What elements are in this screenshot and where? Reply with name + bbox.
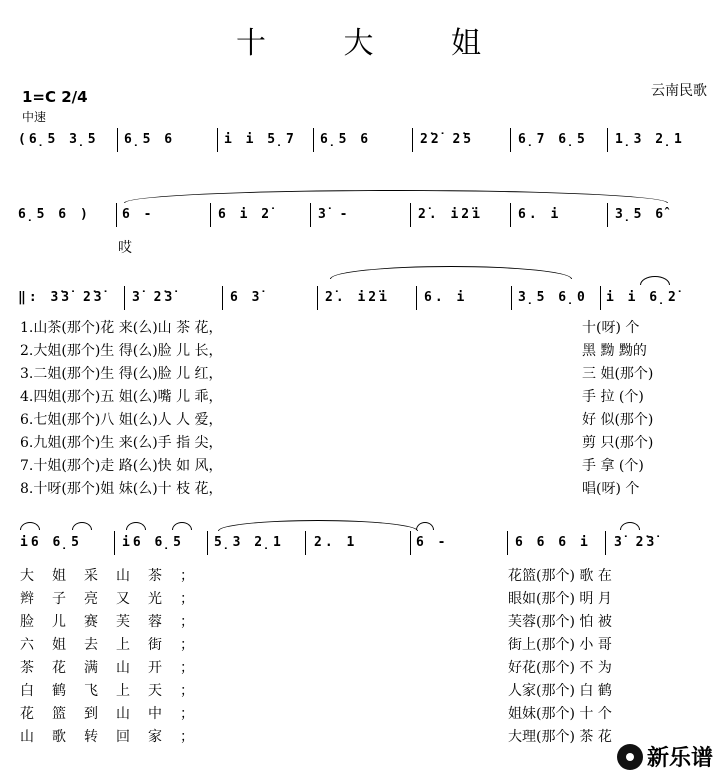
barline	[313, 128, 314, 152]
barline	[410, 203, 411, 227]
barline	[317, 286, 318, 310]
verse-line-end: 三 姐(那个)	[582, 366, 654, 382]
measure: 6 -	[416, 535, 449, 550]
verse-line: 2.大姐(那个)生 得(么)脸 儿 长，	[20, 343, 223, 359]
verse-line: 6.七姐(那个)八 姐(么)人 人 爱，	[20, 412, 223, 428]
staff-line-2	[0, 203, 717, 227]
staff-line-3	[0, 286, 717, 310]
slur	[218, 520, 418, 531]
measure: 2̇2̇ 2̇5	[420, 132, 475, 147]
verse-line: 六姐去上街；	[20, 637, 212, 653]
barline	[600, 286, 601, 310]
verse-line-end: 黑 黝 黝的	[582, 343, 647, 359]
verse-line-end: 手 拿 (个)	[582, 458, 644, 474]
measure: 6̣5 6	[124, 132, 176, 147]
measure: 6̣5 6 )	[18, 207, 91, 222]
verse-line: 茶花满山开；	[20, 660, 212, 676]
verse-line-end: 好 似(那个)	[582, 412, 654, 428]
page-title: 十 大 姐	[235, 26, 516, 61]
verse-line-end: 芙蓉(那个) 怕 被	[508, 614, 612, 630]
barline	[217, 128, 218, 152]
barline	[305, 531, 306, 555]
verse-line: 4.四姐(那个)五 姐(么)嘴 儿 乖，	[20, 389, 223, 405]
watermark-text: 新乐谱	[646, 746, 713, 771]
barline	[116, 203, 117, 227]
verse-line: 6.九姐(那个)生 来(么)手 指 尖，	[20, 435, 223, 451]
barline	[114, 531, 115, 555]
barline	[124, 286, 125, 310]
slur	[72, 522, 92, 530]
verse-line: 脸儿赛芙蓉；	[20, 614, 212, 630]
slur	[416, 522, 434, 530]
measure: 3̣5 6̂	[615, 207, 667, 222]
measure: i6 6̣5	[20, 535, 82, 550]
verse-line: 白鹤飞上天；	[20, 683, 212, 699]
slur	[640, 276, 670, 285]
barline	[310, 203, 311, 227]
measure: 6 -	[122, 207, 155, 222]
slur	[126, 522, 146, 530]
measure: 2̇. i2̇i	[418, 207, 483, 222]
barline	[605, 531, 606, 555]
measure: 6. i	[518, 207, 562, 222]
barline	[117, 128, 118, 152]
staff-line-1	[0, 128, 717, 152]
interjection-lyric: 哎	[118, 240, 132, 256]
verse-line-end: 十(呀) 个	[582, 320, 640, 336]
measure: (6̣5 3̣5	[18, 132, 99, 147]
verse-line: 8.十呀(那个)姐 妹(么)十 枝 花，	[20, 481, 223, 497]
slur	[172, 522, 192, 530]
origin-label: 云南民歌	[651, 83, 707, 99]
verse-line: 花篮到山中；	[20, 706, 212, 722]
measure: 6 i 2̇	[218, 207, 273, 222]
verse-line-end: 唱(呀) 个	[582, 481, 640, 497]
measure: 6 6 6 i	[515, 535, 591, 550]
barline	[222, 286, 223, 310]
verse-line: 7.十姐(那个)走 路(么)快 如 风，	[20, 458, 223, 474]
measure: i i 6̣2̇	[606, 290, 679, 305]
barline	[511, 286, 512, 310]
verse-line: 1.山茶(那个)花 来(么)山 茶 花，	[20, 320, 223, 336]
verse-line-end: 好花(那个) 不 为	[508, 660, 612, 676]
measure: 3̇ 2̇3̇	[614, 535, 658, 550]
barline	[416, 286, 417, 310]
barline	[607, 203, 608, 227]
barline	[607, 128, 608, 152]
measure: 1̣3 2̣1	[615, 132, 685, 147]
barline	[510, 128, 511, 152]
tempo-marking: 中速	[22, 110, 47, 124]
verse-line: 大姐采山茶；	[20, 568, 212, 584]
verse-line-end: 人家(那个) 白 鹤	[508, 683, 612, 699]
measure: 2. 1	[314, 535, 358, 550]
measure: ‖: 3̇3̇ 2̇3̇	[18, 290, 105, 305]
barline	[507, 531, 508, 555]
verse-line-end: 花篮(那个) 歌 在	[508, 568, 612, 584]
barline	[207, 531, 208, 555]
slur	[620, 522, 640, 530]
measure: 3̣5 6̣0	[518, 290, 588, 305]
measure: 3̇ 2̇3̇	[132, 290, 176, 305]
barline	[412, 128, 413, 152]
verse-line-end: 姐妹(那个) 十 个	[508, 706, 612, 722]
key-signature: 1=C 2/4	[22, 88, 88, 106]
barline	[410, 531, 411, 555]
verse-line-end: 手 拉 (个)	[582, 389, 644, 405]
measure: 3̇ -	[318, 207, 351, 222]
music-disc-icon	[617, 744, 643, 770]
slur	[20, 522, 40, 530]
verse-line-end: 街上(那个) 小 哥	[508, 637, 612, 653]
measure: i6 6̣5	[122, 535, 184, 550]
barline	[510, 203, 511, 227]
verse-line-end: 剪 只(那个)	[582, 435, 654, 451]
barline	[210, 203, 211, 227]
measure: 5̣3 2̣1	[214, 535, 284, 550]
watermark-logo	[617, 741, 713, 772]
verse-line-end: 大理(那个) 茶 花	[508, 729, 612, 745]
verse-line-end: 眼如(那个) 明 月	[508, 591, 612, 607]
verse-line: 辫子亮又光；	[20, 591, 212, 607]
verse-line: 山歌转回家；	[20, 729, 212, 745]
staff-line-4	[0, 531, 717, 555]
slur	[124, 190, 668, 203]
measure: 6 3̇	[230, 290, 263, 305]
slur	[330, 266, 572, 279]
measure: 2̇. i2̇i	[325, 290, 390, 305]
measure: i i 5̣7	[224, 132, 297, 147]
measure: 6̣5 6	[320, 132, 372, 147]
measure: 6̣7 6̣5	[518, 132, 588, 147]
measure: 6. i	[424, 290, 468, 305]
verse-line: 3.二姐(那个)生 得(么)脸 儿 红，	[20, 366, 223, 382]
